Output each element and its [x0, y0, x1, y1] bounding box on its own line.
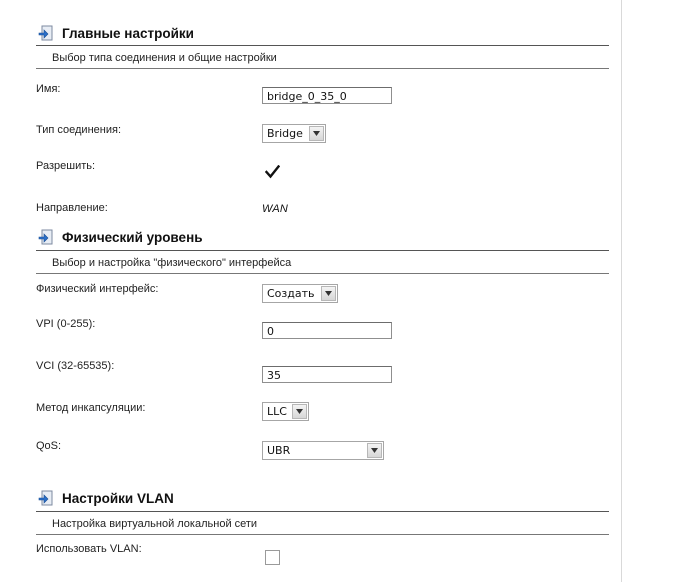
- enable-label: Разрешить:: [36, 160, 96, 172]
- section-main-divider: [36, 45, 609, 46]
- conn-type-select[interactable]: [262, 124, 326, 143]
- encap-value: LLC: [267, 405, 287, 418]
- section-physical-title: Физический уровень: [62, 229, 203, 245]
- section-physical-subtitle: Выбор и настройка "физического" интерфейса: [52, 257, 292, 269]
- qos-label: QoS:: [36, 440, 62, 452]
- conn-type-label: Тип соединения:: [36, 124, 121, 136]
- checkmark-icon: [265, 165, 280, 179]
- name-label: Имя:: [36, 83, 61, 95]
- section-vlan-divider: [36, 511, 609, 512]
- vci-input[interactable]: 35: [262, 366, 392, 383]
- use-vlan-checkbox[interactable]: [265, 550, 280, 565]
- vpi-input[interactable]: 0: [262, 322, 392, 339]
- qos-select[interactable]: [262, 441, 384, 460]
- chevron-down-icon[interactable]: [292, 404, 307, 419]
- section-vlan-subtitle: Настройка виртуальной локальной сети: [52, 518, 258, 530]
- page-right-border: [621, 0, 622, 582]
- vpi-label: VPI (0-255):: [36, 318, 96, 330]
- use-vlan-label: Использовать VLAN:: [36, 543, 142, 555]
- section-physical-subdivider: [36, 273, 609, 274]
- chevron-down-icon[interactable]: [321, 286, 336, 301]
- section-main-header: [38, 23, 194, 43]
- physical-iface-value: Создать: [267, 287, 315, 300]
- section-main-subtitle: Выбор типа соединения и общие настройки: [52, 52, 277, 64]
- chevron-down-icon[interactable]: [309, 126, 324, 141]
- encap-label: Метод инкапсуляции:: [36, 402, 146, 414]
- physical-iface-select[interactable]: [262, 284, 338, 303]
- section-vlan-subdivider: [36, 534, 609, 535]
- page-arrow-icon: [38, 25, 54, 41]
- section-vlan-title: Настройки VLAN: [62, 490, 174, 506]
- section-physical-divider: [36, 250, 609, 251]
- section-physical-header: [38, 227, 203, 247]
- direction-label: Направление:: [36, 202, 108, 214]
- direction-value: WAN: [262, 203, 289, 215]
- enable-checkbox[interactable]: [265, 164, 280, 179]
- name-input[interactable]: bridge_0_35_0: [262, 87, 392, 104]
- physical-iface-label: Физический интерфейс:: [36, 283, 159, 295]
- section-main-subdivider: [36, 68, 609, 69]
- chevron-down-icon[interactable]: [367, 443, 382, 458]
- section-main-title: Главные настройки: [62, 25, 194, 41]
- conn-type-value: Bridge: [267, 127, 303, 140]
- vci-label: VCI (32-65535):: [36, 360, 115, 372]
- qos-value: UBR: [267, 444, 291, 457]
- section-vlan-header: [38, 488, 174, 508]
- encap-select[interactable]: [262, 402, 309, 421]
- page-arrow-icon: [38, 229, 54, 245]
- page-arrow-icon: [38, 490, 54, 506]
